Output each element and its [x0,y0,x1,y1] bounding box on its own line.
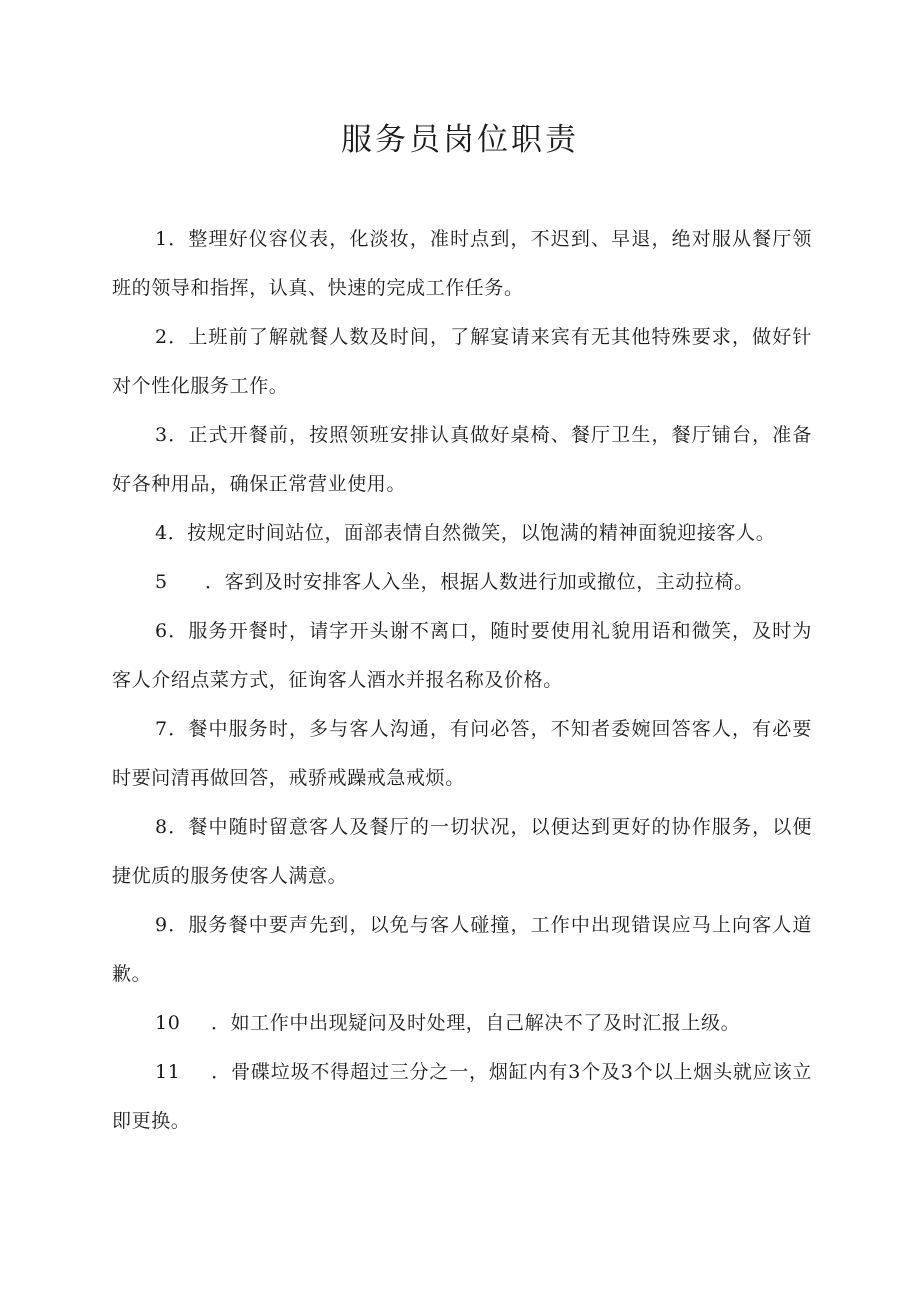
duty-list [112,215,812,1146]
list-item [112,313,812,411]
item-number: 8 [155,816,168,838]
item-number: 11 [155,1061,181,1083]
item-number: 4 [155,522,168,544]
item-text: ．整理好仪容仪表，化淡妆，准时点到，不迟到、早退，绝对服从餐厅领班的领导和指挥，认真、快速的完成工作任务。 [112,228,812,299]
item-number: 1 [155,228,168,250]
item-text: ．上班前了解就餐人数及时间，了解宴请来宾有无其他特殊要求，做好针对个性化服务工作。 [112,326,812,397]
item-number: 7 [155,718,168,740]
list-item [112,999,812,1048]
item-number: 5 [155,571,168,593]
list-item [112,1048,812,1146]
item-text: ．如工作中出现疑问及时处理，自己解决不了及时汇报上级。 [211,1012,741,1034]
item-number: 3 [155,424,168,446]
item-number: 2 [155,326,168,348]
item-number: 10 [155,1012,181,1034]
list-item [112,558,812,607]
item-number: 9 [155,914,168,936]
list-item [112,901,812,999]
list-item [112,607,812,705]
document-title: 服务员岗位职责 [341,122,579,158]
list-item [112,215,812,313]
list-item [112,509,812,558]
list-item [112,705,812,803]
item-text: ．服务餐中要声先到，以免与客人碰撞，工作中出现错误应马上向客人道歉。 [112,914,812,985]
list-item [112,803,812,901]
item-text: ．客到及时安排客人入坐，根据人数进行加或撤位，主动拉椅。 [205,571,754,593]
item-text: ．按规定时间站位，面部表情自然微笑，以饱满的精神面貌迎接客人。 [167,522,776,544]
item-number: 6 [155,620,168,642]
list-item [112,411,812,509]
item-text: ．服务开餐时，请字开头谢不离口，随时要使用礼貌用语和微笑，及时为客人介绍点菜方式，征询客人酒水并报名称及价格。 [112,620,812,691]
item-text: ．餐中服务时，多与客人沟通，有问必答，不知者委婉回答客人，有必要时要问清再做回答，戒骄戒躁戒急戒烦。 [112,718,812,789]
item-text: ．餐中随时留意客人及餐厅的一切状况，以便达到更好的协作服务，以便捷优质的服务使客人满意。 [112,816,812,887]
item-text: ．骨碟垃圾不得超过三分之一，烟缸内有3个及3个以上烟头就应该立即更换。 [112,1061,812,1132]
item-text: ．正式开餐前，按照领班安排认真做好桌椅、餐厅卫生，餐厅铺台，准备好各种用品，确保正常营业使用。 [112,424,812,495]
